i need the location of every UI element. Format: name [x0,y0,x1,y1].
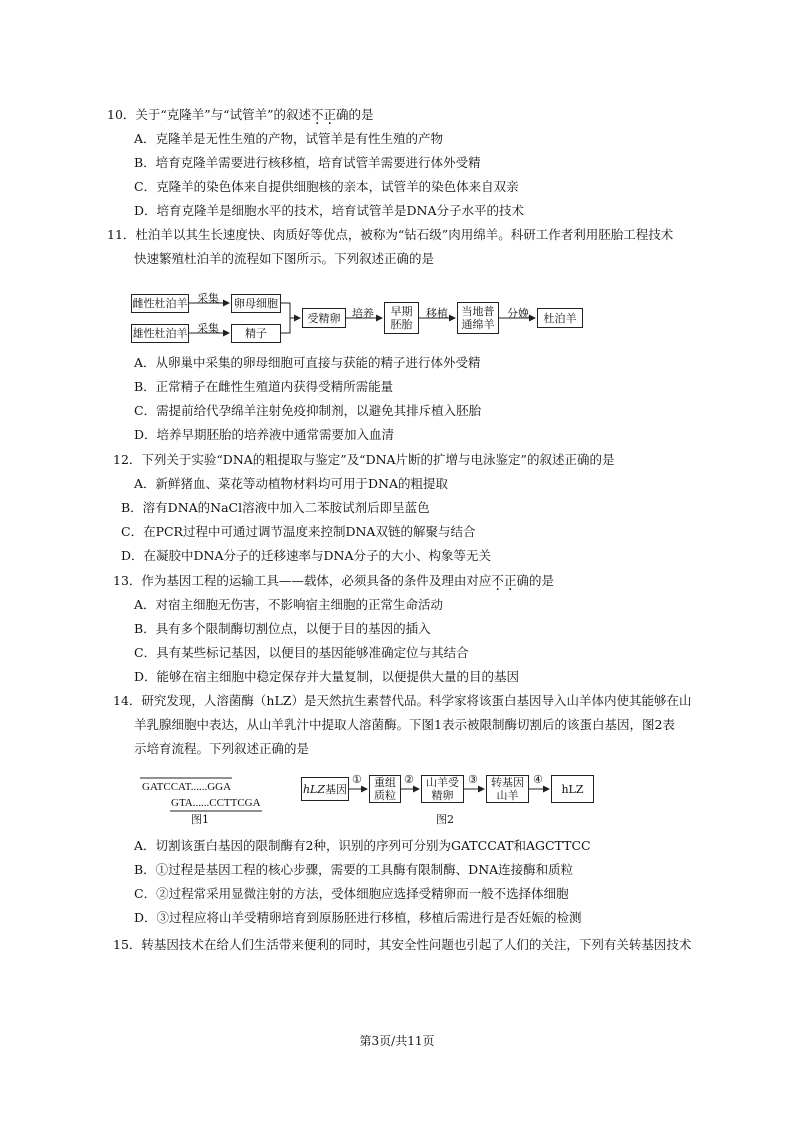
q13-emph-2: 正 [503,573,517,588]
q10-option-c: C．克隆羊的染色体来自提供细胞核的亲本，试管羊的染色体来自双亲 [134,179,519,194]
male-dorper-box: 雄性杜泊羊 [131,324,189,343]
q10-emph-1: 不 [310,107,324,122]
oocyte-box: 卵母细胞 [231,294,281,313]
recombinant-plasmid-box: 重组质粒 [369,775,401,803]
transgenic-goat-box: 转基因山羊 [486,775,529,803]
step-3-marker: ③ [468,773,478,786]
goat-zygote-box: 山羊受精卵 [421,775,464,803]
q12-option-b: B．溶有DNA的NaCl溶液中加入二苯胺试剂后即呈蓝色 [121,500,430,515]
q14-option-a: A．切割该蛋白基因的限制酶有2种，识别的序列可分别为GATCCAT和AGCTTCC [134,838,591,853]
zygote-box: 受精卵 [302,308,346,328]
hlz-product-box: hLZ [551,775,594,803]
q14-option-c: C．②过程常采用显微注射的方法，受体细胞应选择受精卵而一般不选择体细胞 [134,886,569,901]
q11-option-b: B．正常精子在雌性生殖道内获得受精所需能量 [134,379,394,394]
culture-label: 培养 [352,307,374,320]
q14-option-b: B．①过程是基因工程的核心步骤，需要的工具酶有限制酶、DNA连接酶和质粒 [134,862,574,877]
early-embryo-box: 早期胚胎 [384,302,419,334]
hlz-gene-box: hLZ 基因 [301,777,349,801]
q12-option-c: C．在PCR过程中可通过调节温度来控制DNA双链的解聚与结合 [121,524,476,539]
local-sheep-box: 当地普通绵羊 [457,302,499,334]
q11-stem-line2: 快速繁殖杜泊羊的流程如下图所示。下列叙述正确的是 [134,251,435,266]
q11-option-c: C．需提前给代孕绵羊注射免疫抑制剂，以避免其排斥植入胚胎 [134,403,482,418]
q13-option-c: C．具有某些标记基因，以便目的基因能够准确定位与其结合 [134,645,469,660]
q14-stem-line2: 羊乳腺细胞中表达，从山羊乳汁中提取人溶菌酶。下图1表示被限制酶切割后的该蛋白基因，图2表 [134,717,675,732]
figure1-bottom-strand: GTA......CCTTCGA [171,797,261,809]
q11-option-d: D．培养早期胚胎的培养液中通常需要加入血清 [134,427,395,442]
q11-stem-line1: 11．杜泊羊以其生长速度快、肉质好等优点，被称为“钻石级”肉用绵羊。科研工作者利用胚胎工程技术 [107,227,674,242]
figure1-top-strand: GATCCAT......GGA [142,781,232,793]
q12-option-a: A．新鲜猪血、菜花等动植物材料均可用于DNA的粗提取 [134,476,449,491]
q12-stem: 12．下列关于实验“DNA的粗提取与鉴定”及“DNA片断的扩增与电泳鉴定”的叙述正确的是 [113,452,615,467]
step-2-marker: ② [404,773,414,786]
figure2-caption: 图2 [436,813,454,826]
q13-option-a: A．对宿主细胞无伤害，不影响宿主细胞的正常生命活动 [134,597,444,612]
q12-option-d: D．在凝胶中DNA分子的迁移速率与DNA分子的大小、构象等无关 [121,548,491,563]
q13-stem: 13．作为基因工程的运输工具——载体，必须具备的条件及理由对应不正确的是 [113,573,554,588]
q10-option-b: B．培育克隆羊需要进行核移植，培育试管羊需要进行体外受精 [134,155,481,170]
collect-label-1: 采集 [197,292,219,305]
figure1-caption: 图1 [191,813,209,826]
female-dorper-box: 雌性杜泊羊 [131,294,189,313]
q10-option-d: D．培育克隆羊是细胞水平的技术，培育试管羊是DNA分子水平的技术 [134,203,525,218]
q14-stem-line1: 14．研究发现，人溶菌酶（hLZ）是天然抗生素替代品。科学家将该蛋白基因导入山羊体内使其能够在山 [113,693,692,708]
q10-option-a: A．克隆羊是无性生殖的产物，试管羊是有性生殖的产物 [134,131,444,146]
collect-label-2: 采集 [197,322,219,335]
sperm-box: 精子 [231,324,281,343]
q13-option-d: D．能够在宿主细胞中稳定保存并大量复制，以便提供大量的目的基因 [134,669,520,684]
step-1-marker: ① [352,773,362,786]
q10-emph-2: 正 [323,107,336,122]
q15-stem: 15．转基因技术在给人们生活带来便利的同时，其安全性问题也引起了人们的关注，下列有关转基因技术 [113,937,692,952]
step-4-marker: ④ [533,773,543,786]
dorper-result-box: 杜泊羊 [537,308,583,328]
q13-option-b: B．具有多个限制酶切割位点，以便于目的基因的插入 [134,621,431,636]
q14-option-d: D．③过程应将山羊受精卵培育到原肠胚进行移植，移植后需进行是否妊娠的检测 [134,910,582,925]
q13-emph-1: 不 [491,573,504,588]
page-number: 第3页/共11页 [359,1034,435,1048]
birth-label: 分娩 [507,307,529,320]
transplant-label: 移植 [426,307,448,320]
q10-stem: 10．关于“克隆羊”与“试管羊”的叙述不正确的是 [107,107,374,122]
q11-option-a: A．从卵巢中采集的卵母细胞可直接与获能的精子进行体外受精 [134,355,481,370]
q14-stem-line3: 示培育流程。下列叙述正确的是 [134,741,310,756]
